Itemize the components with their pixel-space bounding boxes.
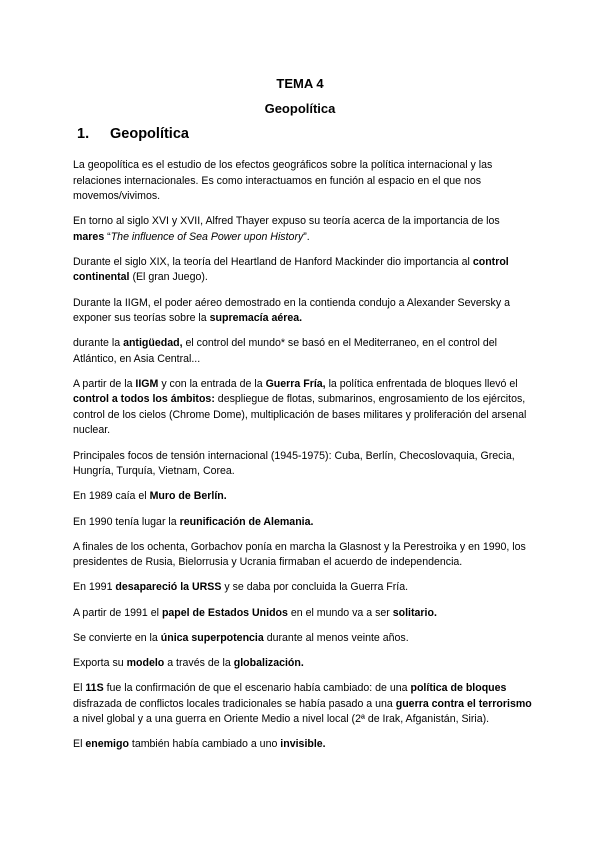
paragraph-text: disfrazada de conflictos locales tradicionales se había pasado a una xyxy=(73,697,396,710)
paragraph xyxy=(73,489,533,505)
bold-text: antigüedad, xyxy=(123,337,183,350)
paragraph-text: la política enfrentada de bloques llevó el xyxy=(325,377,518,390)
bold-text: supremacía aérea. xyxy=(209,312,303,325)
paragraph-text: Exporta su xyxy=(73,656,127,669)
section-number: 1. xyxy=(77,126,90,142)
bold-text: solitario. xyxy=(392,606,437,619)
paragraph-text: fue la confirmación de que el escenario había cambiado: de una xyxy=(103,682,411,695)
paragraph-text: Principales focos de tensión internacional (1945-1975): Cuba, Berlín, Checoslovaquia, Grecia, Hungría, Turquía, Vietnam, Corea. xyxy=(73,449,515,478)
paragraph xyxy=(73,737,533,753)
bold-text: control continental xyxy=(73,255,509,284)
bold-text: desapareció la URSS xyxy=(115,581,222,594)
paragraph-text: A partir de la xyxy=(73,377,136,390)
bold-text: mares xyxy=(73,230,105,243)
bold-text: papel de Estados Unidos xyxy=(161,606,288,619)
paragraph-text: El xyxy=(73,682,86,695)
paragraph-text: también había cambiado a uno xyxy=(128,738,281,751)
paragraph-text: Durante la IIGM, el poder aéreo demostrado en la contienda condujo a Alexander Seversky a exponer sus teorías sobre la xyxy=(73,296,510,325)
paragraph xyxy=(73,540,533,571)
paragraph-text: A partir de 1991 el xyxy=(73,606,162,619)
paragraph xyxy=(73,580,533,596)
paragraph xyxy=(73,214,533,245)
paragraph-text: en el mundo va a ser xyxy=(287,606,393,619)
document-body xyxy=(73,158,533,763)
document-header-tema: TEMA 4 xyxy=(276,76,324,91)
paragraph-text: En torno al siglo XVI y XVII, Alfred Thayer expuso su teoría acerca de la importancia de los xyxy=(73,215,500,228)
paragraph-text: ”. xyxy=(303,230,310,243)
paragraph xyxy=(73,296,533,327)
section-title: Geopolítica xyxy=(110,126,189,142)
paragraph-text: Durante el siglo XIX, la teoría del Heartland de Hanford Mackinder dio importancia al xyxy=(73,255,473,268)
bold-text: invisible. xyxy=(280,738,326,751)
paragraph-text: Se convierte en la xyxy=(73,631,161,644)
paragraph-text: a nivel global y a una guerra en Oriente Medio a nivel local (2ª de Irak, Afganistán, Siria). xyxy=(73,713,490,726)
paragraph-text: despliegue de flotas, submarinos, engrosamiento de los ejércitos, control de los cielos (Chrome Dome), multiplicación de bases militares y proliferación del arsenal nuclear. xyxy=(73,393,527,437)
bold-text: 11S xyxy=(85,682,104,695)
bold-text: IIGM xyxy=(135,377,159,390)
paragraph-text: En 1990 tenía lugar la xyxy=(73,515,180,528)
paragraph-text: y con la entrada de la xyxy=(158,377,266,390)
paragraph xyxy=(73,515,533,531)
bold-text: única superpotencia xyxy=(160,631,264,644)
paragraph-text: La geopolítica es el estudio de los efectos geográficos sobre la política internacional y las relaciones internacionales. Es como interactuamos en función al espacio en el que nos movemos/vivimos. xyxy=(73,159,493,202)
bold-text: Muro de Berlín. xyxy=(149,490,227,503)
paragraph xyxy=(73,631,533,647)
paragraph xyxy=(73,336,533,367)
italic-text: The influence of Sea Power upon History xyxy=(110,230,304,243)
paragraph-text: a través de la xyxy=(164,656,234,669)
bold-text: reunificación de Alemania. xyxy=(179,515,314,528)
bold-text: política de bloques xyxy=(410,682,507,695)
paragraph-text: durante al menos veinte años. xyxy=(263,631,409,644)
paragraph xyxy=(73,449,533,480)
document-subtitle: Geopolítica xyxy=(264,101,336,116)
section-heading xyxy=(77,126,189,142)
paragraph xyxy=(73,606,533,622)
paragraph-text: “ xyxy=(104,230,111,243)
paragraph-text: durante la xyxy=(73,337,124,350)
paragraph-text: y se daba por concluida la Guerra Fría. xyxy=(221,581,409,594)
bold-text: guerra contra el terrorismo xyxy=(395,697,532,710)
paragraph-text: A finales de los ochenta, Gorbachov ponía en marcha la Glasnost y la Perestroika y en 1990, los presidentes de Rusia, Bielorrusia y Ucrania firmaban el acuerdo de independencia. xyxy=(73,540,526,569)
bold-text: globalización. xyxy=(233,656,304,669)
paragraph-text: (El gran Juego). xyxy=(129,271,208,284)
bold-text: Guerra Fría, xyxy=(265,377,326,390)
bold-text: control a todos los ámbitos: xyxy=(73,393,215,406)
paragraph-text: el control del mundo* se basó en el Mediterraneo, en el control del Atlántico, en Asia Central... xyxy=(73,337,497,365)
bold-text: enemigo xyxy=(85,738,129,751)
paragraph xyxy=(73,377,533,439)
paragraph xyxy=(73,681,533,728)
paragraph xyxy=(73,656,533,672)
paragraph xyxy=(73,255,533,286)
paragraph xyxy=(73,158,533,205)
bold-text: modelo xyxy=(126,656,165,669)
paragraph-text: El xyxy=(73,738,86,751)
paragraph-text: En 1991 xyxy=(73,581,116,594)
paragraph-text: En 1989 caía el xyxy=(73,490,150,503)
